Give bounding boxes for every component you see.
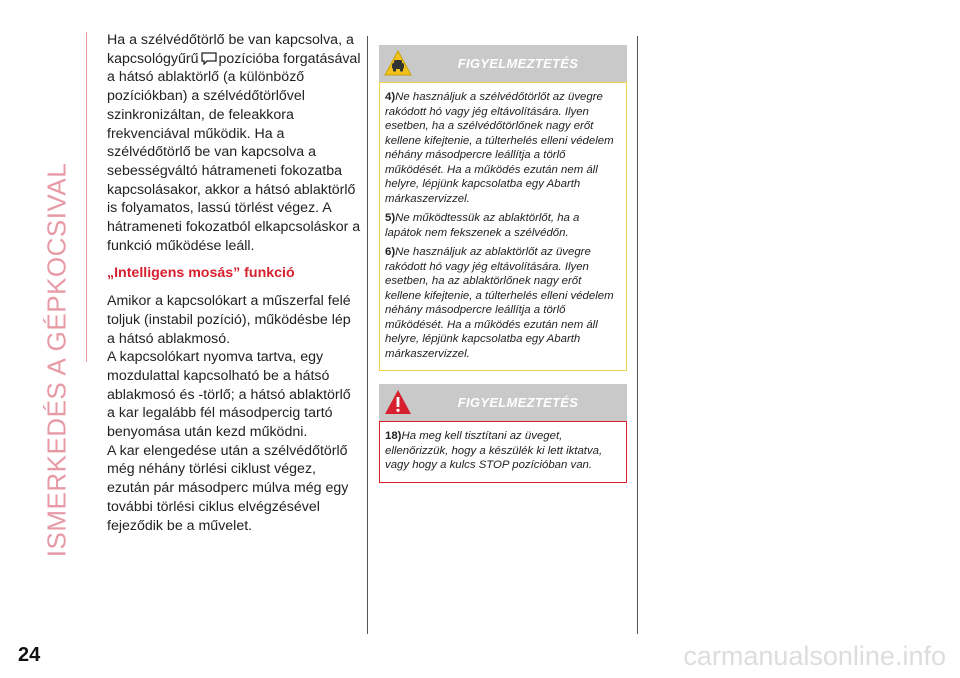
warning-box-general: [379, 45, 627, 371]
paragraph: Ha a szélvédőtörlő be van kapcsolva, a kapcsológyűrű pozícióba forgatásával a hátsó ablaktörlő (a különböző pozíciókban) a szélvédőtörlővel szinkronizáltan, de feleakkora frekvenciával működik. Ha a szélvédőtörlő be van kapcsolva a sebességváltó hátrameneti fokozatba kapcsolásakor, akkor a hátsó ablaktörlő is folyamatos, lassú törlést végez. A hátrameneti fokozatból elkapcsoláskor a funkció működése leáll.: [107, 32, 361, 254]
paragraph: Amikor a kapcsolókart a műszerfal felé toljuk (instabil pozíció), működésbe lép a hátsó ablakmosó.: [107, 293, 351, 347]
paragraph: A kapcsolókart nyomva tartva, egy mozdulattal kapcsolható be a hátsó ablakmosó és -törlő; a hátsó ablaktörlő a kar legalább fél másodpercig tartó benyomása után kezd működni.: [107, 349, 351, 441]
page-number: 24: [18, 644, 41, 666]
rear-wiper-icon: [201, 52, 217, 65]
warning-header: [379, 45, 627, 82]
warning-item: 18)Ha meg kell tisztítani az üveget, ellenőrizzük, hogy a készülék ki lett iktatva, vagy hogy a kulcs STOP pozícióban van.: [385, 430, 603, 471]
warning-title: FIGYELMEZTETÉS: [457, 395, 579, 410]
column-divider: [637, 36, 638, 634]
warning-item: 4)Ne használjuk a szélvédőtörlőt az üvegre rakódott hó vagy jég eltávolítására. Ilyen esetben, ha a szélvédőtörlőnek nagy erőt kellene kifejtenie, a túlterhelés elleni védelem néhány másodpercre leállítja a törlő működését. Ha a működés ezután nem áll helyre, lépjünk kapcsolatba egy Abarth márkaszervizzel.: [385, 91, 614, 205]
warning-box-danger: [379, 384, 627, 483]
sidebar-divider: [86, 32, 87, 362]
watermark: carmanualsonline.info: [683, 641, 946, 671]
warning-body: [379, 82, 627, 371]
section-title: ISMERKEDÉS A GÉPKOCSIVAL: [41, 162, 72, 558]
warning-body: [379, 421, 627, 483]
car-warning-icon: [384, 50, 412, 76]
warning-item: 6)Ne használjuk az ablaktörlőt az üvegre rakódott hó vagy jég eltávolítására. Ilyen esetben, ha az ablaktörlőnek nagy erőt kellene kifejtenie, a túlterhelés elleni védelem néhány másodpercre leállítja a törlő működését. Ha a működés ezután nem áll helyre, lépjünk kapcsolatba egy Abarth márkaszervizzel.: [385, 246, 614, 360]
exclamation-triangle-icon: [384, 389, 412, 415]
warning-item: 5)Ne működtessük az ablaktörlőt, ha a lapátok nem fekszenek a szélvédőn.: [385, 212, 580, 239]
paragraph: A kar elengedése után a szélvédőtörlő még néhány törlési ciklust végez, ezután pár másodperc múlva még egy további törlési ciklus elvégzésével fejeződik be a művelet.: [107, 442, 349, 534]
warning-header: [379, 384, 627, 421]
warning-title: FIGYELMEZTETÉS: [457, 56, 579, 71]
section-heading: „Intelligens mosás” funkció: [107, 265, 295, 282]
main-text-column: [107, 31, 362, 535]
column-divider: [367, 36, 368, 634]
